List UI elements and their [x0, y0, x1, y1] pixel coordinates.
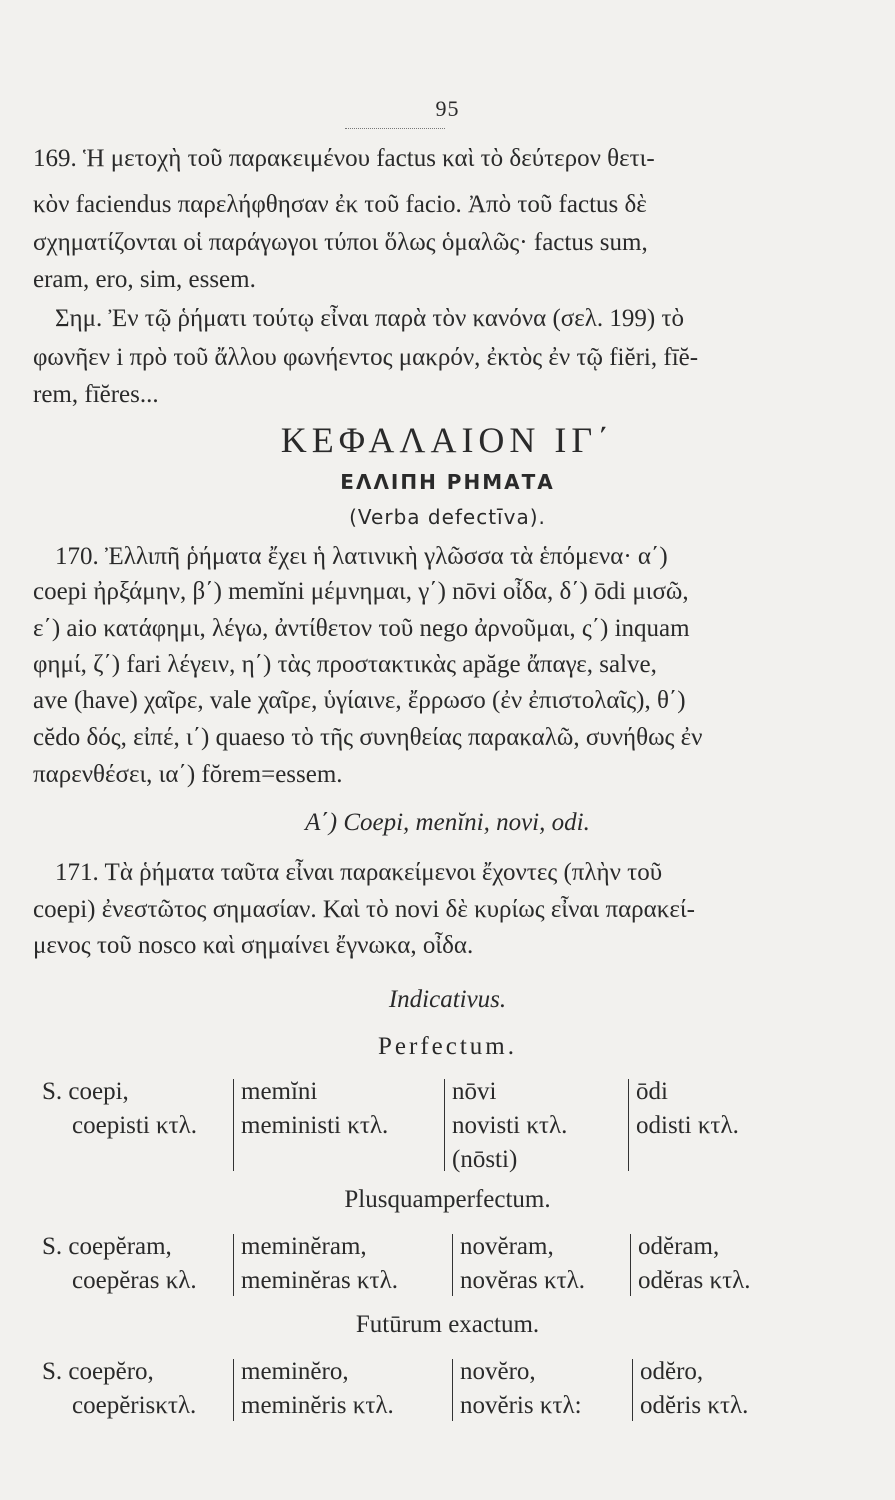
- perfectum-heading: Perfectum.: [378, 1033, 517, 1060]
- table-cell: S. coepi,: [42, 1078, 129, 1105]
- column-divider: [233, 1079, 234, 1171]
- table-cell: coepisti κτλ.: [72, 1112, 198, 1139]
- column-divider: [233, 1359, 234, 1421]
- plusquamperfectum-table: [0, 1230, 895, 1300]
- table-cell: novĕris κτλ:: [460, 1392, 582, 1419]
- table-cell: novĕras κτλ.: [460, 1267, 586, 1294]
- table-cell: ōdi: [636, 1078, 668, 1105]
- table-cell: meministi κτλ.: [241, 1112, 389, 1139]
- futurum-table: [0, 1355, 895, 1425]
- chapter-subtitle: ΕΛΛΙΠΗ ΡΗΜΑΤΑ: [340, 470, 555, 494]
- para170-line: παρενθέσει, ια΄) fŏrem=essem.: [33, 761, 343, 788]
- column-divider: [452, 1234, 453, 1296]
- plusquamperfectum-heading: Plusquamperfectum.: [344, 1186, 551, 1213]
- table-cell: novisti κτλ.: [452, 1112, 568, 1139]
- para170-line: ave (have) χαῖρε, vale χαῖρε, ὑγίαινε, ἔρρωσο (ἐν ἐπιστολαῖς), θ΄): [33, 687, 686, 714]
- table-cell: (nōsti): [452, 1146, 518, 1173]
- page-number-rule: [345, 128, 445, 129]
- table-cell: memĭni: [241, 1078, 318, 1105]
- table-cell: odĕris κτλ.: [640, 1392, 749, 1419]
- table-cell: coepĕrisκτλ.: [72, 1392, 197, 1419]
- table-cell: odisti κτλ.: [636, 1112, 739, 1139]
- indicativus-heading: Indicativus.: [388, 986, 507, 1013]
- section-a-heading: A΄) Coepi, menĭni, novi, odi.: [305, 809, 590, 836]
- table-cell: odĕro,: [640, 1358, 704, 1385]
- para171-line: 171. Τὰ ῥήματα ταῦτα εἶναι παρακείμενοι ἔχοντες (πλὴν τοῦ: [55, 859, 663, 886]
- para169-line: eram, ero, sim, essem.: [33, 266, 256, 293]
- para170-line: φημί, ζ΄) fari λέγειν, η΄) τὰς προστακτικὰς apăge ἄπαγε, salve,: [33, 651, 657, 678]
- column-divider: [233, 1234, 234, 1296]
- table-cell: nōvi: [452, 1078, 497, 1105]
- table-cell: S. coepĕro,: [42, 1358, 154, 1385]
- table-cell: odĕram,: [638, 1233, 720, 1260]
- chapter-title: ΚΕΦΑΛΑΙΟΝ ΙΓ΄: [280, 420, 615, 460]
- perfectum-table: [0, 1075, 895, 1175]
- table-cell: meminĕras κτλ.: [241, 1267, 398, 1294]
- para171-line: coepi) ἐνεστῶτος σημασίαν. Καὶ τὸ novi δὲ κυρίως εἶναι παρακεί-: [33, 896, 695, 923]
- table-cell: S. coepĕram,: [42, 1233, 172, 1260]
- table-cell: coepĕras κλ.: [72, 1267, 197, 1294]
- page-number: 95: [435, 96, 460, 121]
- column-divider: [630, 1234, 631, 1296]
- futurum-heading: Futūrum exactum.: [355, 1311, 540, 1338]
- column-divider: [444, 1079, 445, 1171]
- para169-line: rem, fīĕres...: [33, 381, 159, 408]
- table-cell: meminĕro,: [241, 1358, 349, 1385]
- para169-line: 169. Ἡ μετοχὴ τοῦ παρακειμένου factus καὶ τὸ δεύτερον θετι-: [33, 145, 655, 172]
- para170-line: coepi ἠρξάμην, β΄) memĭni μέμνημαι, γ΄) nōvi οἶδα, δ΄) ōdi μισῶ,: [33, 578, 689, 605]
- para169-line: σχηματίζονται οἱ παράγωγοι τύποι ὅλως ὁμαλῶς· factus sum,: [33, 229, 648, 256]
- para170-line: cĕdo δός, εἰπέ, ι΄) quaeso τὸ τῆς συνηθείας παρακαλῶ, συνήθως ἐν: [33, 724, 703, 751]
- table-cell: odĕras κτλ.: [638, 1267, 751, 1294]
- table-cell: novĕro,: [460, 1358, 536, 1385]
- chapter-latin-subtitle: (Verba defectīva).: [349, 505, 546, 529]
- para169-line: κὸν faciendus παρελήφθησαν ἐκ τοῦ facio. Ἀπὸ τοῦ factus δὲ: [33, 191, 647, 218]
- column-divider: [452, 1359, 453, 1421]
- para170-line: ε΄) aio κατάφημι, λέγω, ἀντίθετον τοῦ nego ἀρνοῦμαι, ς΄) inquam: [33, 615, 690, 642]
- column-divider: [632, 1359, 633, 1421]
- table-cell: meminĕram,: [241, 1233, 367, 1260]
- para171-line: μενος τοῦ nosco καὶ σημαίνει ἔγνωκα, οἶδα.: [33, 932, 474, 959]
- para169-line: φωνῆεν i πρὸ τοῦ ἄλλου φωνήεντος μακρόν, ἐκτὸς ἐν τῷ fiĕri, fīĕ-: [33, 344, 699, 371]
- table-cell: meminĕris κτλ.: [241, 1392, 394, 1419]
- table-cell: novĕram,: [460, 1233, 554, 1260]
- column-divider: [628, 1079, 629, 1171]
- para169-note-line: Σημ. Ἐν τῷ ῥήματι τούτῳ εἶναι παρὰ τὸν κανόνα (σελ. 199) τὸ: [55, 305, 685, 332]
- para170-line: 170. Ἐλλιπῆ ῥήματα ἔχει ἡ λατινικὴ γλῶσσα τὰ ἑπόμενα· α΄): [55, 543, 668, 570]
